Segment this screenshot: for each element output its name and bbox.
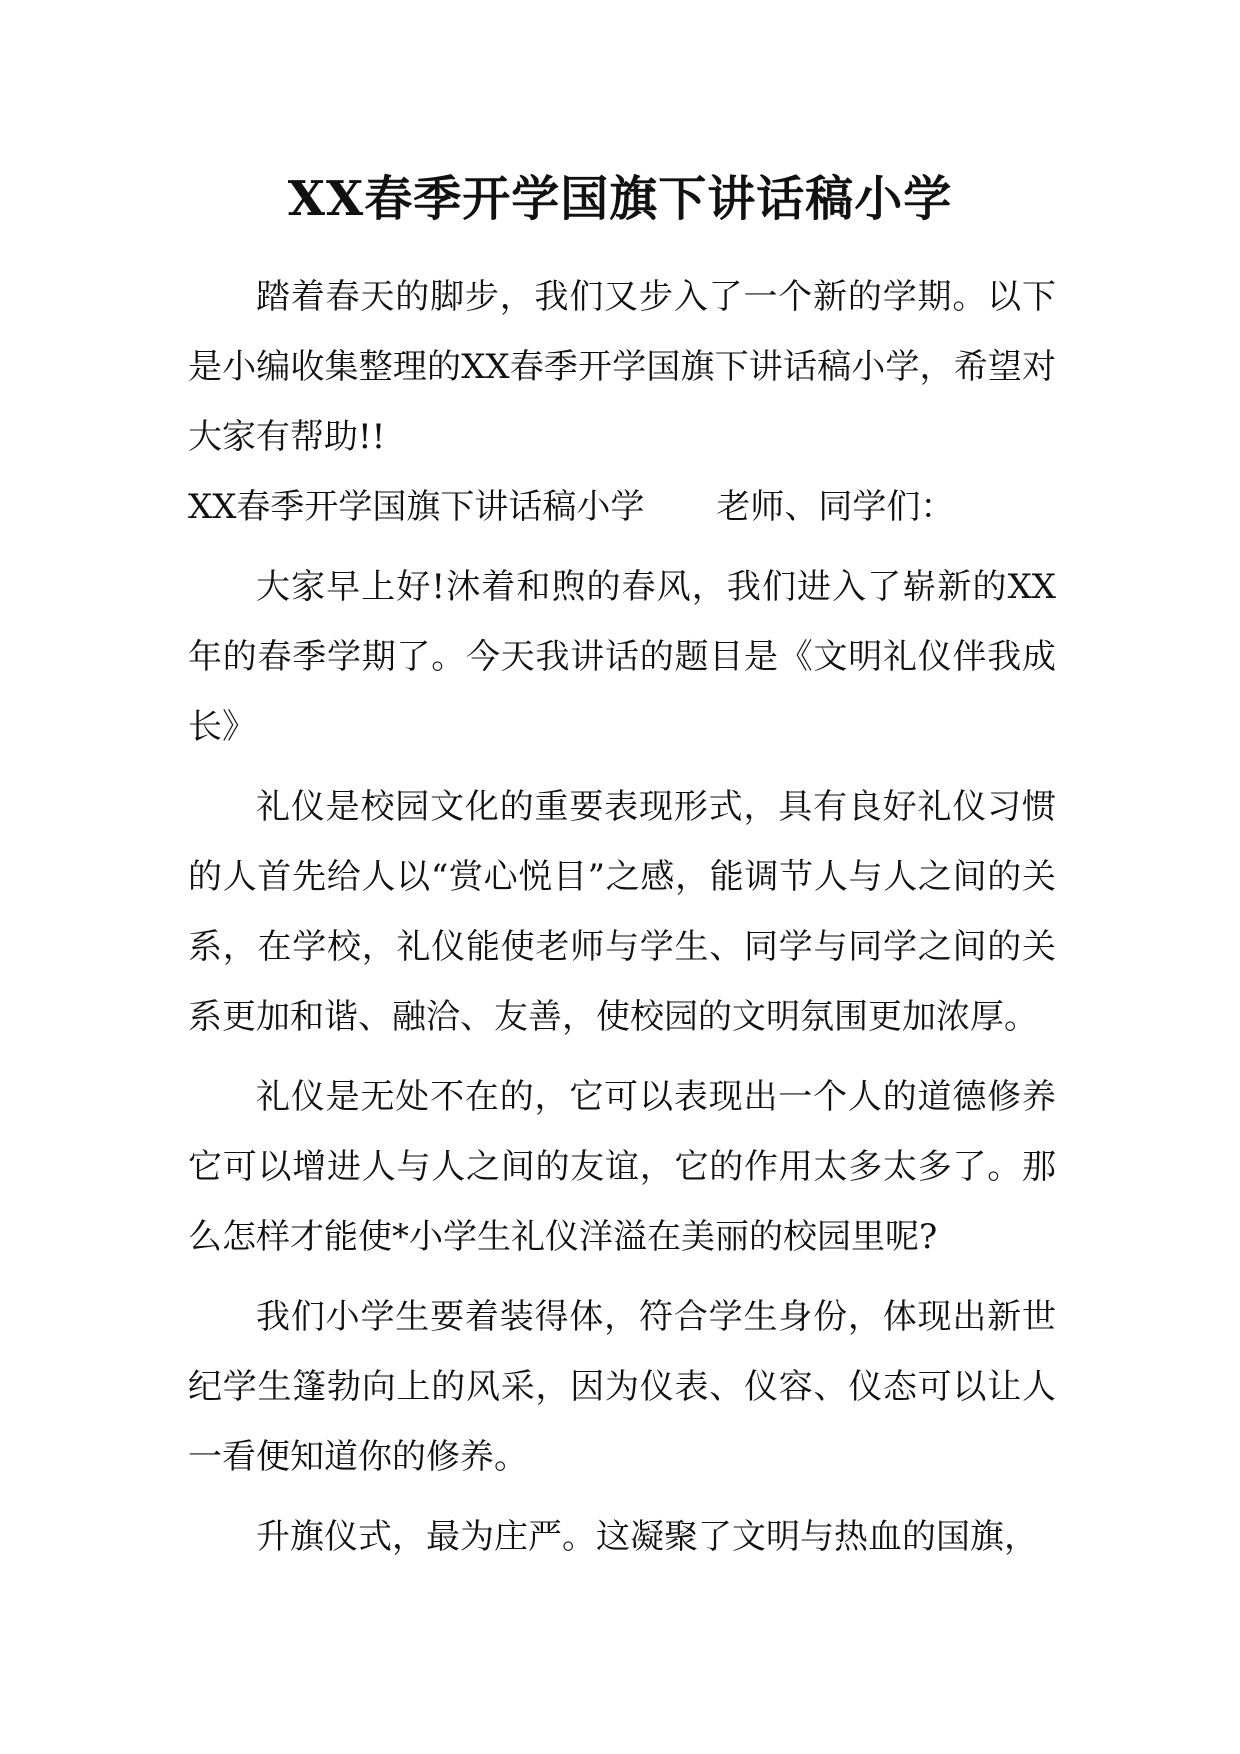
- document-body: [188, 262, 1056, 1572]
- body-paragraph: 礼仪是校园文化的重要表现形式，具有良好礼仪习惯的人首先给人以“赏心悦目”之感，能调节人与人之间的关系，在学校，礼仪能使老师与学生、同学与同学之间的关系更加和谐、融洽、友善，使校园的文明氛围更加浓厚。: [188, 787, 1056, 1037]
- body-paragraph: 我们小学生要着装得体，符合学生身份，体现出新世纪学生篷勃向上的风采，因为仪表、仪容、仪态可以让人一看便知道你的修养。: [188, 1297, 1056, 1477]
- body-paragraph: 礼仪是无处不在的，它可以表现出一个人的道德修养它可以增进人与人之间的友谊，它的作用太多太多了。那么怎样才能使*小学生礼仪洋溢在美丽的校园里呢?: [188, 1077, 1056, 1257]
- speech-heading: XX春季开学国旗下讲话稿小学: [188, 487, 645, 527]
- body-paragraph: 大家早上好!沐着和煦的春风，我们进入了崭新的XX年的春季学期了。今天我讲话的题目是《文明礼仪伴我成长》: [188, 567, 1056, 747]
- intro-paragraph: 踏着春天的脚步，我们又步入了一个新的学期。以下是小编收集整理的XX春季开学国旗下讲话稿小学，希望对大家有帮助!!: [188, 277, 1056, 457]
- body-paragraph: 升旗仪式，最为庄严。这凝聚了文明与热血的国旗，: [256, 1517, 1038, 1557]
- speech-subheading: [188, 472, 1056, 542]
- document-title: XX春季开学国旗下讲话稿小学: [287, 171, 953, 227]
- speech-greeting: 老师、同学们：: [716, 487, 955, 527]
